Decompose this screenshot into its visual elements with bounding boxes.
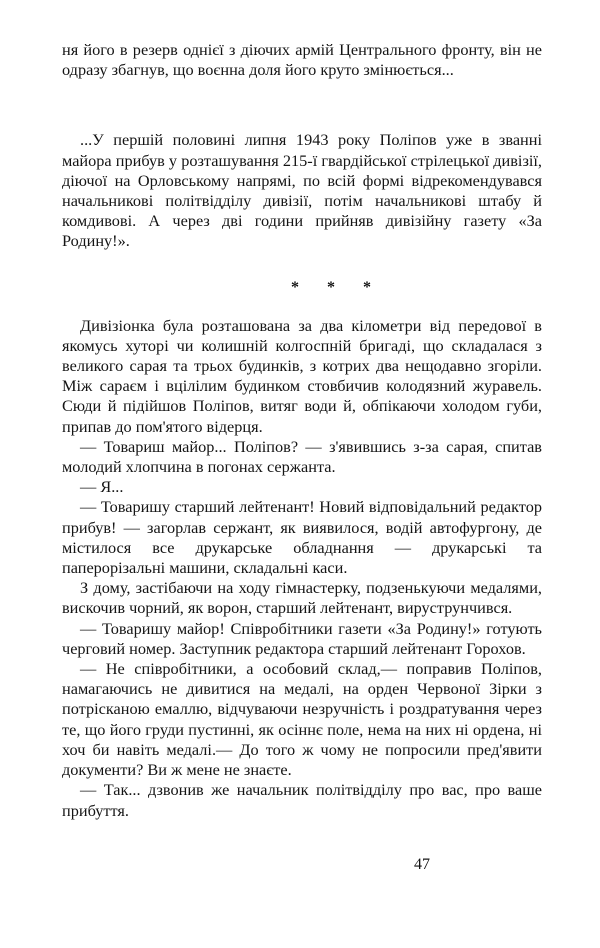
dialogue-line: — Товаришу майор! Співробітники газети «За Родину!» готують черговий номер. Заступник редактора старший лейтенант Горохов. <box>62 618 542 658</box>
dialogue-line: — Товаришу старший лейтенант! Новий відповідальний редактор прибув! — загорлав сержант, як виявилося, водій автофургону, де містилося все друкарське обладнання — друкарські та паперорізальні машини, складальні каси. <box>62 497 542 578</box>
page-number: 47 <box>414 856 430 873</box>
paragraph-division-paper: Дивізіонка була розташована за два кілометри від передової в якомусь хуторі чи колишній колгоспній бригаді, що складалася з великого сарая та трьох будинків, з котрих два нещодавно згоріли. Між сараєм і вцілілим будинком стовбичив колодязний журавель. Сюди й підійшов Поліпов, витяг води й, обпікаючи холодом губи, припав до пом'ятого відерця. <box>62 315 542 436</box>
paragraph-narration: З дому, застібаючи на ходу гімнастерку, подзенькуючи медалями, вискочив чорний, як ворон, старший лейтенант, вируструнчився. <box>62 578 542 618</box>
dialogue-line: — Товариш майор... Поліпов? — з'явившись з-за сарая, спитав молодий хлопчина в погонах сержанта. <box>62 436 542 477</box>
dialogue-line: — Не співробітники, а особовий склад,— поправив Поліпов, намагаючись не дивитися на медалі, на орден Червоної Зірки з потрісканою емаллю, відчуваючи незручність і роздратування через те, що його груди пустинні, як осіннє поле, нема на них ні ордена, ні хоч би навіть медалі.— До того ж чому не попросили пред'явити документи? Ви ж мене не знаєте. <box>62 659 542 780</box>
paragraph-intro: ...У першій половині липня 1943 року Поліпов уже в званні майора прибув у розташування 215-ї гвардійської стрілецької дивізії, діючої на Орловському напрямі, по всій формі відрекомендувався начальникові політвідділу дивізії, потім начальникові штабу й комдивові. А через дві години прийняв дивізійну газету «За Родину!». <box>62 130 542 251</box>
section-separator: * * * <box>291 278 383 296</box>
dialogue-line: — Так... дзвонив же начальник політвідділу про вас, про ваше прибуття. <box>62 780 542 820</box>
book-page <box>62 40 542 821</box>
paragraph-continuation: ня його в резерв однієї з діючих армій Центрального фронту, він не одразу збагнув, що воєнна доля його круто змінюється... <box>62 40 542 80</box>
dialogue-line: — Я... <box>80 477 124 497</box>
